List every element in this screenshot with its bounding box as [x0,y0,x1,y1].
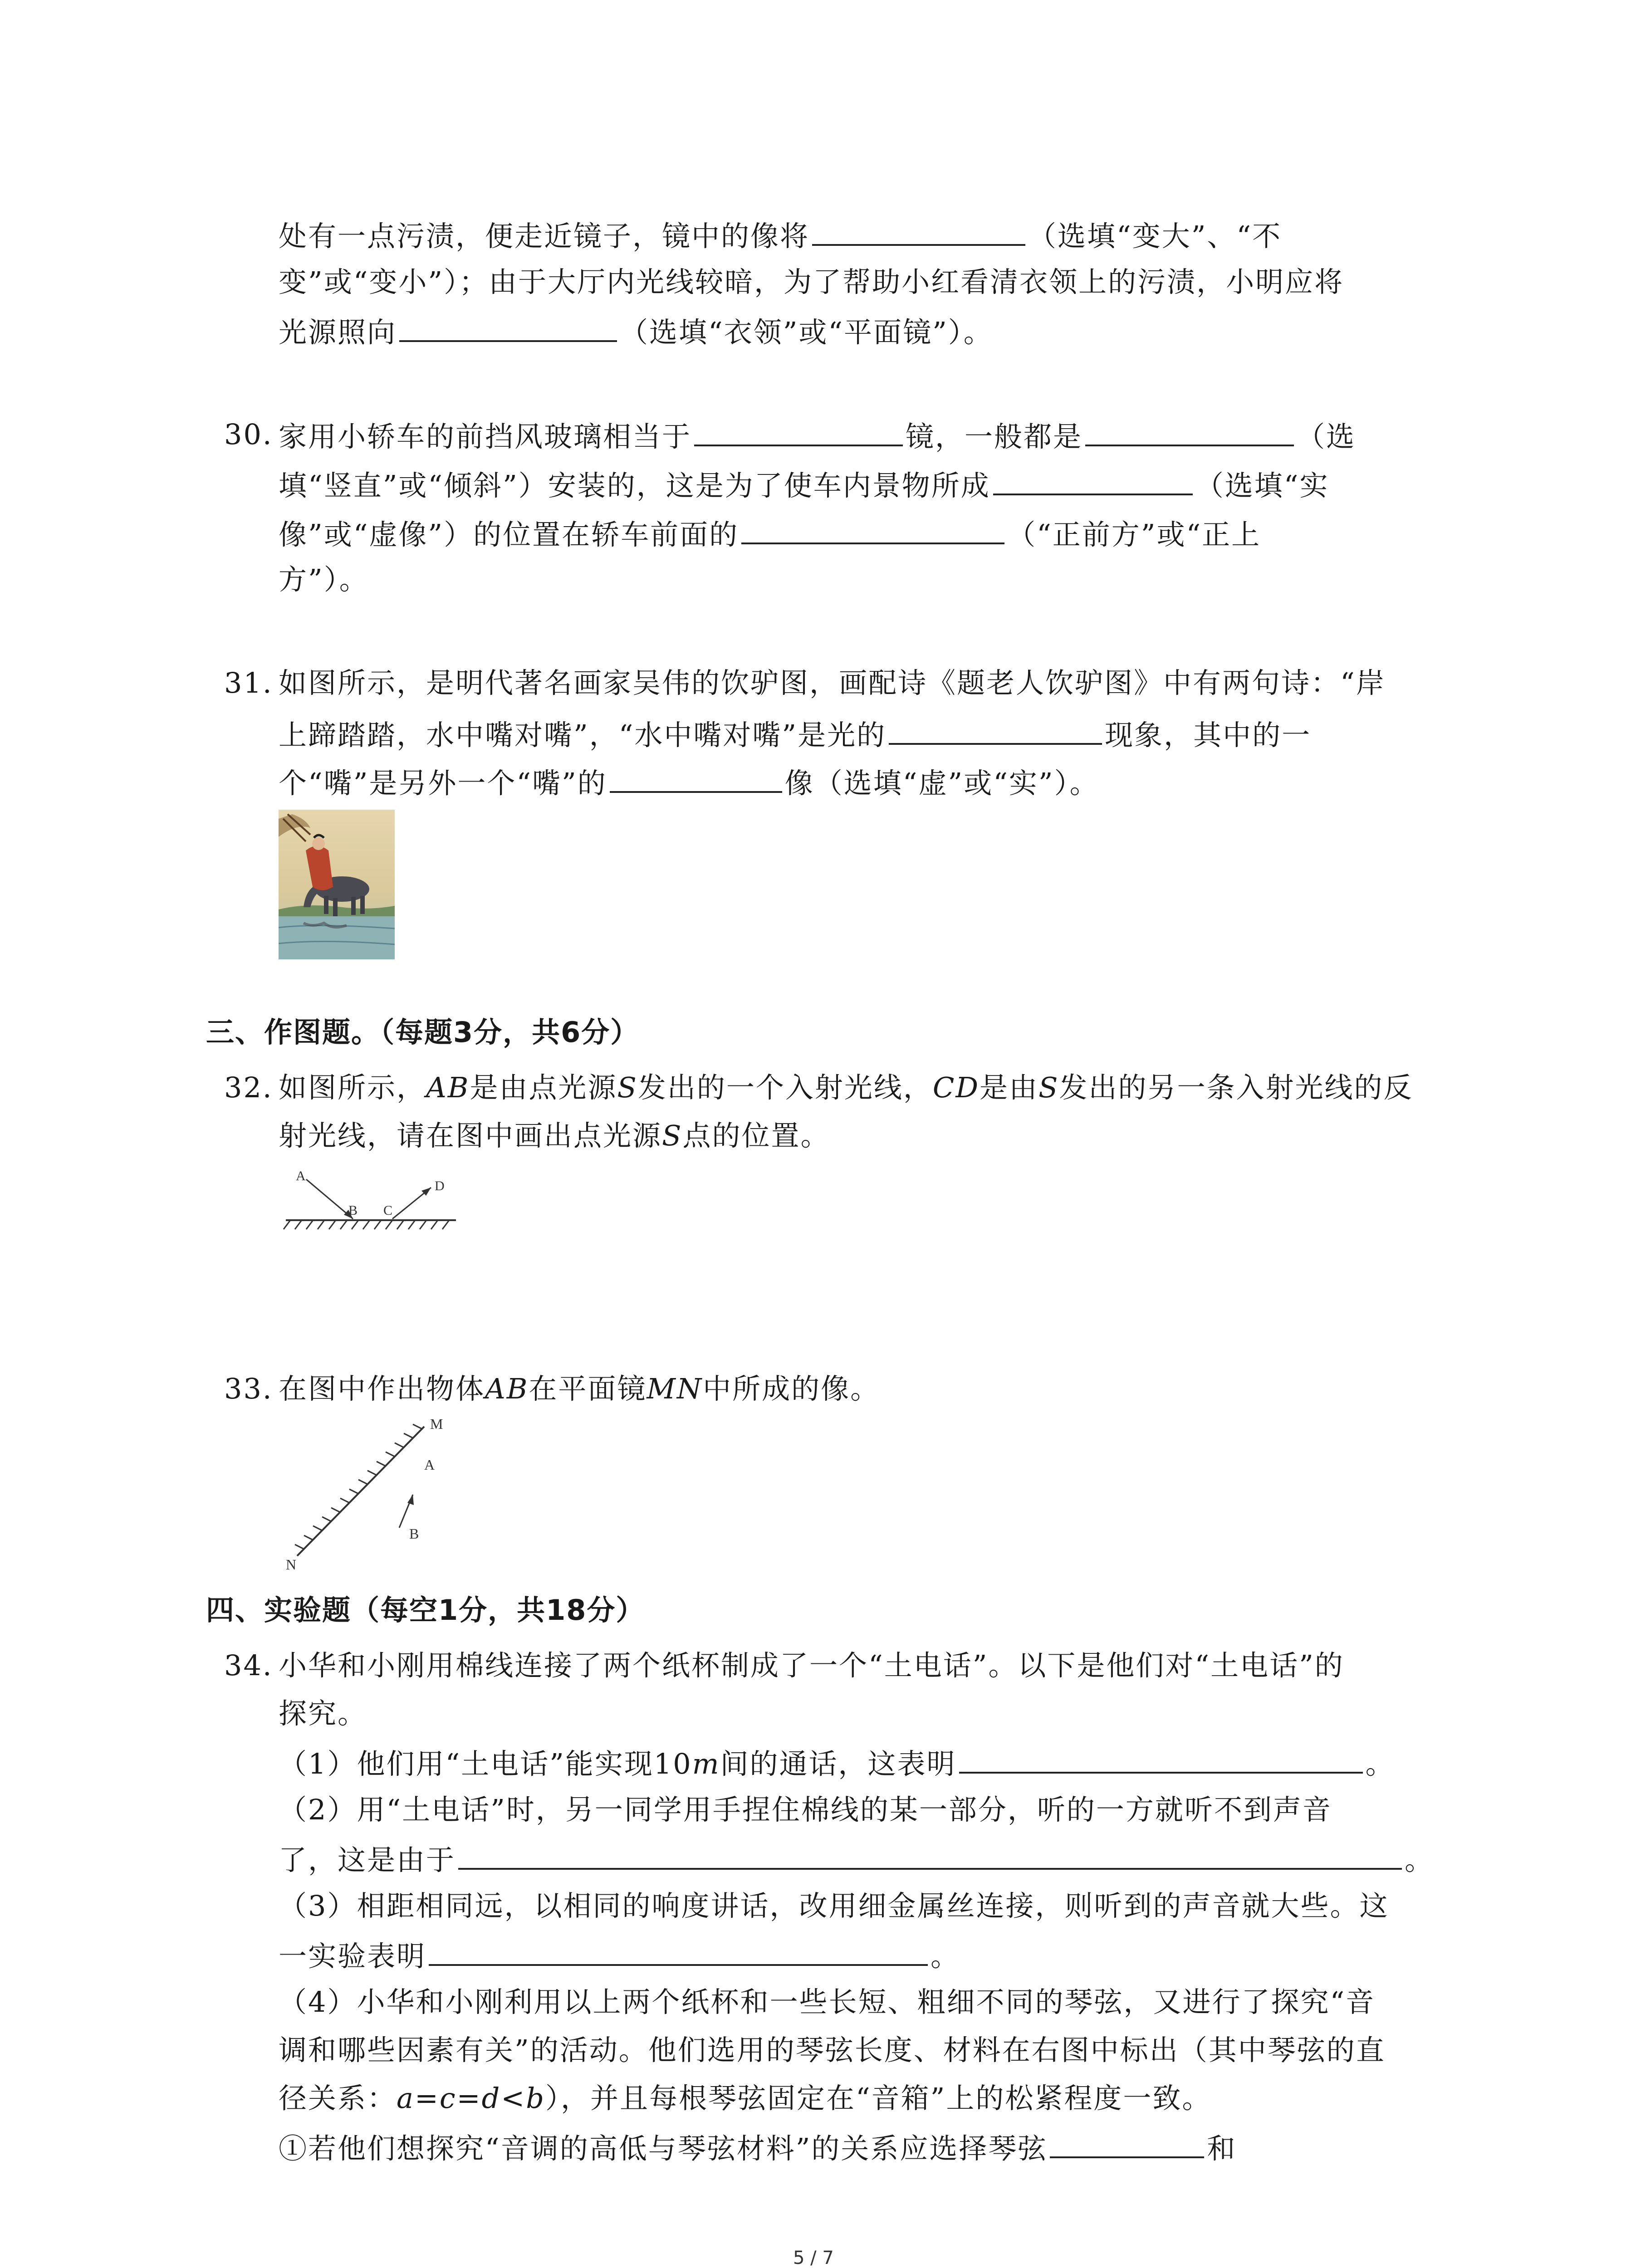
mirror-hatching [284,1220,449,1229]
label-a: A [296,1168,306,1183]
donkey-painting-image [279,810,395,959]
mirror-mn [297,1427,424,1556]
q31-line-1: 如图所示，是明代著名画家吴伟的饮驴图，画配诗《题老人饮驴图》中有两句诗：“岸 [279,666,1386,699]
answer-blank[interactable] [959,1744,1363,1774]
q34-line-1: 小华和小刚用棉线连接了两个纸杯制成了一个“土电话”。以下是他们对“土电话”的 [279,1649,1344,1682]
q34-part-5: ①若他们想探究“音调的高低与琴弦材料”的关系应选择琴弦 和 [279,2128,1236,2167]
q29-line-2: 变”或“变小”）；由于大厅内光线较暗，为了帮助小红看清衣领上的污渍，小明应将 [279,265,1344,298]
q30-line-3: 像”或“虚像”）的位置在轿车前面的 （“正前方”或“正上 [279,514,1261,553]
answer-blank[interactable] [694,416,903,446]
mirror-hatching [295,1424,422,1549]
label-n: N [286,1556,297,1573]
label-a: A [424,1457,435,1473]
answer-blank[interactable] [1085,416,1294,446]
q34-part-1: （1）他们用“土电话”能实现10m间的通话，这表明 。 [279,1744,1395,1782]
answer-blank[interactable] [889,715,1102,745]
q30-number: 30. [224,418,273,451]
answer-blank[interactable] [812,216,1025,246]
reflection-rays-diagram [281,1166,463,1243]
q31-number: 31. [224,666,273,699]
q34-part-2b: 了，这是由于 。 [279,1840,1434,1878]
answer-blank[interactable] [429,1936,928,1966]
q33-number: 33. [224,1372,273,1405]
q31-line-3: 个“嘴”是另外一个“嘴”的 像（选填“虚”或“实”）。 [279,763,1099,802]
answer-blank[interactable] [458,1840,1402,1870]
answer-blank[interactable] [610,763,782,793]
object-ab-arrowhead [407,1495,414,1505]
answer-blank[interactable] [741,514,1004,544]
answer-blank[interactable] [1050,2128,1204,2158]
label-m: M [430,1416,443,1432]
q29-line-1: 处有一点污渍，便走近镜子，镜中的像将 （选填“变大”、“不 [279,216,1282,254]
q32-line-1: 如图所示，AB是由点光源S发出的一个入射光线，CD是由S发出的另一条入射光线的反 [279,1071,1413,1104]
q34-part-4: （4）小华和小刚利用以上两个纸杯和一些长短、粗细不同的琴弦，又进行了探究“音 [279,1985,1376,2019]
q34-line-2: 探究。 [279,1697,367,1730]
q30-line-2: 填“竖直”或“倾斜”）安装的，这是为了使车内景物所成 （选填“实 [279,465,1329,504]
section-4-title: 四、实验题（每空1分，共18分） [206,1593,645,1627]
q29-line-3: 光源照向 （选填“衣领”或“平面镜”）。 [279,312,993,351]
q30-line-1: 家用小轿车的前挡风玻璃相当于 镜，一般都是 （选 [279,416,1356,455]
q32-line-2: 射光线，请在图中画出点光源S点的位置。 [279,1119,830,1152]
answer-blank[interactable] [993,465,1193,495]
q33-line-1: 在图中作出物体AB在平面镜MN中所成的像。 [279,1372,880,1405]
label-c: C [383,1203,393,1218]
q34-number: 34. [224,1649,273,1682]
q34-part-4b: 调和哪些因素有关”的活动。他们选用的琴弦长度、材料在右图中标出（其中琴弦的直 [279,2033,1386,2067]
label-b: B [409,1525,419,1542]
q34-part-4c: 径关系：a=c=d<b），并且每根琴弦固定在“音箱”上的松紧程度一致。 [279,2082,1212,2115]
plane-mirror-diagram [277,1411,476,1574]
label-b: B [348,1203,358,1218]
q34-part-3: （3）相距相同远，以相同的响度讲话，改用细金属丝连接，则听到的声音就大些。这 [279,1889,1389,1922]
answer-blank[interactable] [399,312,617,342]
q34-part-3b: 一实验表明 。 [279,1936,960,1975]
section-3-title: 三、作图题。（每题3分，共6分） [206,1016,640,1049]
q31-line-2: 上蹄踏踏，水中嘴对嘴”，“水中嘴对嘴”是光的 现象，其中的一 [279,715,1311,753]
label-d: D [435,1178,445,1193]
page-number: 5 / 7 [793,2248,834,2268]
q32-number: 32. [224,1071,273,1104]
q30-line-4: 方”）。 [279,563,369,596]
q34-part-2: （2）用“土电话”时，另一同学用手捏住棉线的某一部分，听的一方就听不到声音 [279,1793,1332,1826]
